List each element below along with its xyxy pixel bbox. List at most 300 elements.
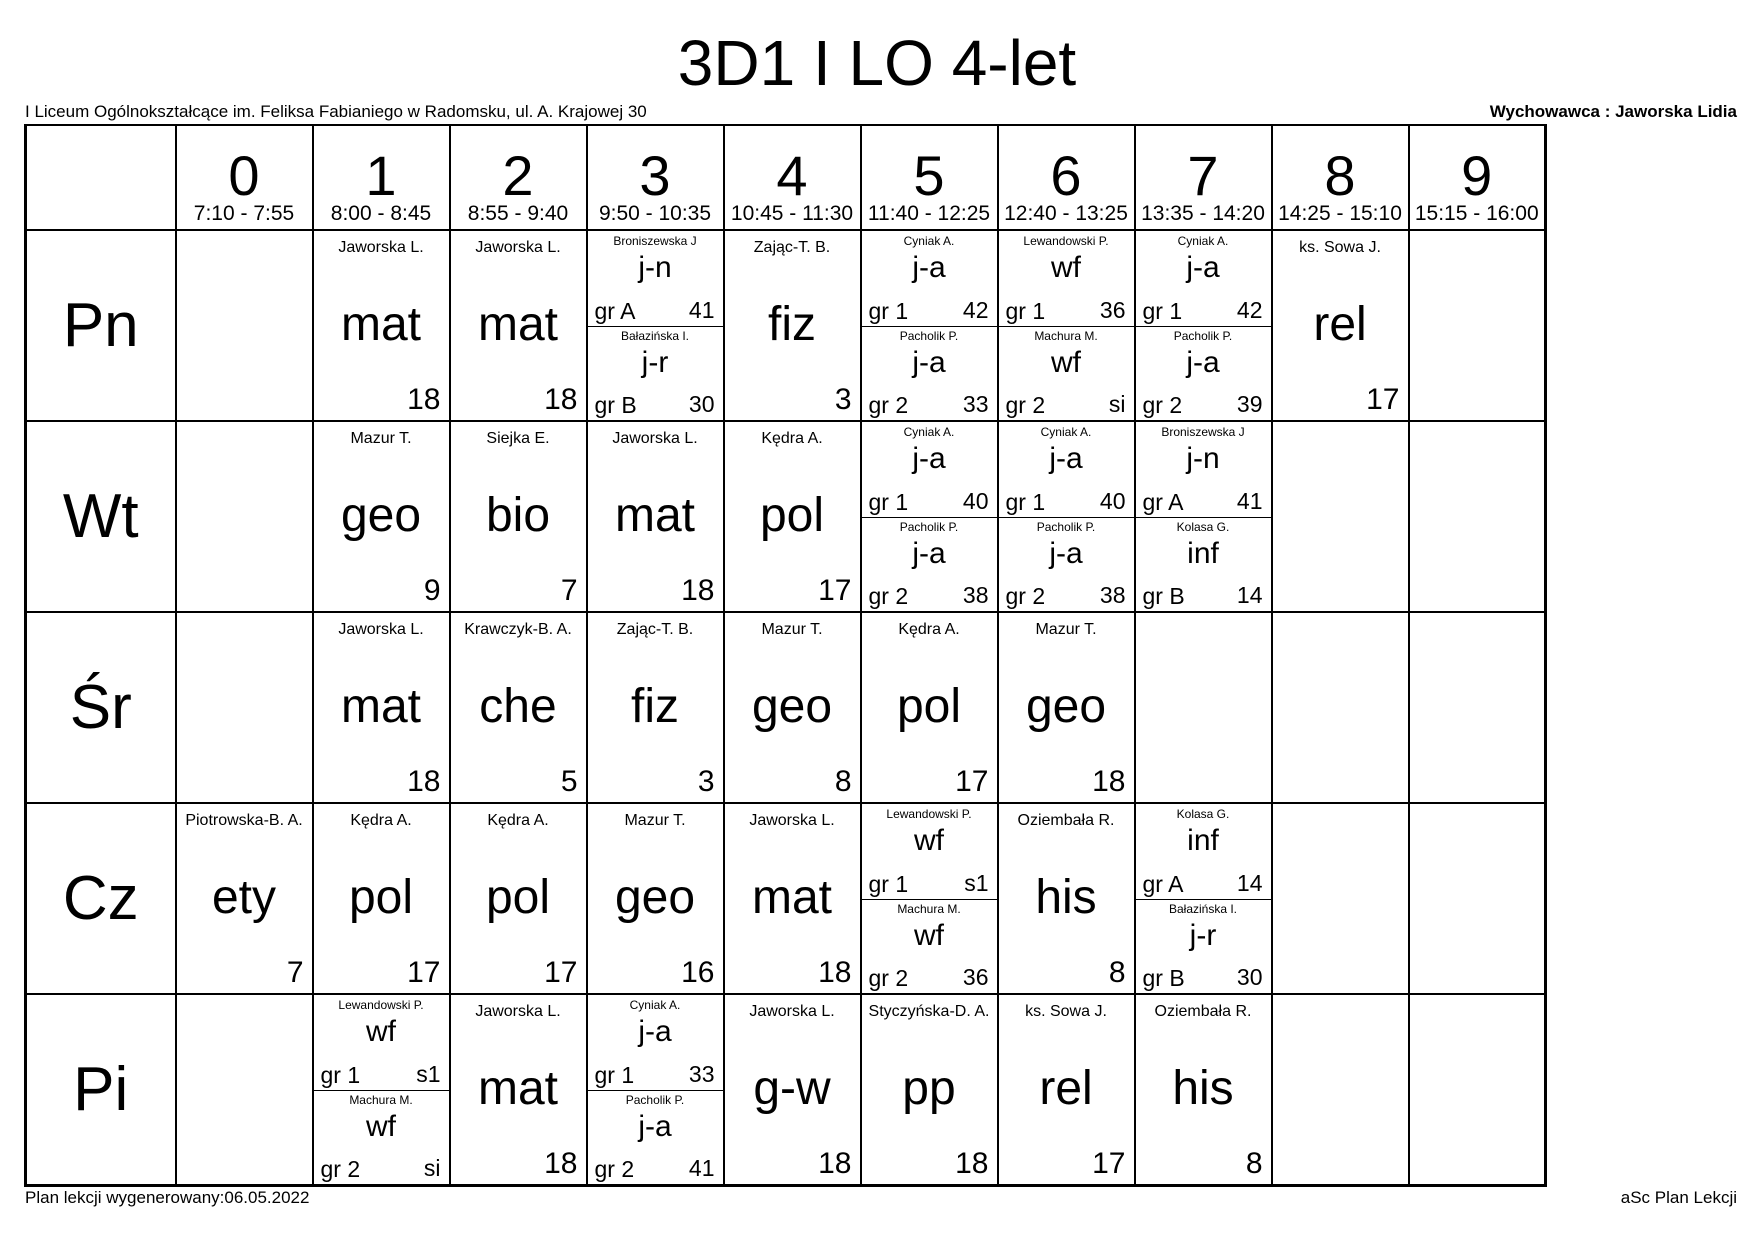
lesson-group: gr 1	[1005, 297, 1046, 324]
day-label: Pi	[73, 1055, 129, 1124]
single-lesson	[725, 231, 860, 420]
lesson-teacher: Lewandowski P.	[338, 998, 424, 1012]
lesson-room: s1	[964, 869, 989, 896]
group-lesson	[1136, 517, 1271, 612]
lesson-cell[interactable]	[587, 994, 724, 1186]
lesson-room: 33	[688, 1060, 715, 1087]
group-lesson	[588, 995, 723, 1091]
day-cell	[26, 421, 176, 612]
lesson-room: 7	[560, 574, 578, 607]
lesson-cell[interactable]	[1135, 994, 1272, 1186]
lesson-room: 18	[681, 574, 715, 607]
period-number: 3	[639, 144, 671, 207]
lesson-cell[interactable]	[313, 230, 450, 421]
lesson-cell[interactable]	[724, 421, 861, 612]
period-header-3	[587, 125, 724, 230]
lesson-cell[interactable]	[1272, 230, 1409, 421]
empty-slot	[1272, 421, 1409, 612]
period-time: 13:35 - 14:20	[1141, 202, 1265, 225]
lesson-room: 41	[688, 296, 715, 323]
lesson-cell[interactable]	[1135, 803, 1272, 994]
lesson-teacher: Styczyńska-D. A.	[868, 1003, 990, 1020]
lesson-cell[interactable]	[587, 612, 724, 803]
lesson-cell[interactable]	[587, 230, 724, 421]
lesson-teacher: Mazur T.	[350, 430, 412, 447]
lesson-room: 36	[962, 964, 989, 990]
lesson-subject: wf	[366, 1109, 396, 1143]
group-lesson	[862, 231, 997, 327]
lesson-teacher: Cyniak A.	[1040, 425, 1092, 439]
lesson-teacher: Mazur T.	[761, 621, 823, 638]
lesson-group: gr A	[594, 297, 636, 324]
single-lesson	[451, 422, 586, 611]
lesson-teacher: Cyniak A.	[629, 998, 681, 1012]
lesson-cell[interactable]	[861, 230, 998, 421]
lesson-teacher: Cyniak A.	[903, 234, 955, 248]
period-time: 9:50 - 10:35	[598, 202, 712, 225]
timetable-grid	[24, 124, 1547, 1187]
lesson-cell[interactable]	[724, 803, 861, 994]
lesson-room: 36	[1099, 296, 1126, 323]
lesson-subject: his	[1172, 1062, 1234, 1115]
lesson-room: 18	[955, 1147, 989, 1180]
group-lesson	[999, 517, 1134, 612]
lesson-room: 41	[688, 1155, 715, 1181]
lesson-teacher: Pacholik P.	[1036, 519, 1096, 534]
lesson-subject: fiz	[768, 298, 816, 351]
period-header-4	[724, 125, 861, 230]
lesson-room: 17	[955, 765, 989, 798]
group-lesson	[588, 326, 723, 421]
split-lesson	[588, 995, 723, 1184]
group-lesson	[999, 422, 1134, 518]
single-lesson	[999, 613, 1134, 802]
lesson-room: 14	[1236, 869, 1263, 896]
lesson-group: gr 2	[868, 583, 909, 609]
day-label: Wt	[62, 482, 139, 551]
lesson-subject: che	[479, 680, 557, 733]
lesson-subject: pol	[348, 871, 414, 924]
lesson-subject: j-a	[638, 1109, 672, 1143]
group-lesson	[862, 422, 997, 518]
lesson-room: 42	[962, 296, 989, 323]
split-lesson	[1136, 231, 1271, 420]
single-lesson	[314, 422, 449, 611]
split-lesson	[999, 422, 1134, 611]
empty-slot	[1272, 994, 1409, 1186]
day-cell	[26, 803, 176, 994]
group-lesson	[1136, 899, 1271, 994]
single-lesson	[725, 804, 860, 993]
lesson-subject: mat	[477, 298, 558, 351]
single-lesson	[314, 613, 449, 802]
lesson-teacher: Jaworska L.	[338, 239, 424, 256]
lesson-cell[interactable]	[450, 230, 587, 421]
lesson-cell[interactable]	[450, 994, 587, 1186]
lesson-subject: j-n	[1186, 442, 1220, 475]
lesson-group: gr 2	[868, 965, 909, 991]
split-lesson	[314, 995, 449, 1184]
lesson-subject: fiz	[631, 680, 679, 733]
lesson-room: 30	[1236, 964, 1263, 990]
lesson-cell[interactable]	[587, 803, 724, 994]
lesson-room: 16	[681, 956, 715, 989]
empty-slot	[176, 230, 313, 421]
lesson-teacher: Jaworska L.	[475, 1003, 561, 1020]
lesson-teacher: Pacholik P.	[625, 1092, 685, 1107]
split-lesson	[1136, 804, 1271, 993]
lesson-group: gr B	[1142, 965, 1185, 991]
lesson-cell[interactable]	[861, 803, 998, 994]
lesson-teacher: Piotrowska-B. A.	[185, 812, 303, 829]
period-time: 8:55 - 9:40	[467, 202, 569, 225]
day-label: Śr	[69, 673, 132, 742]
lesson-subject: j-n	[638, 251, 672, 284]
day-row	[26, 803, 1546, 994]
period-time: 15:15 - 16:00	[1414, 202, 1539, 225]
lesson-room: 8	[1245, 1147, 1263, 1180]
lesson-teacher: Pacholik P.	[1173, 328, 1233, 343]
single-lesson	[588, 613, 723, 802]
lesson-subject: geo	[751, 680, 833, 733]
lesson-subject: inf	[1187, 824, 1219, 857]
lesson-room: 18	[407, 383, 441, 416]
single-lesson	[1273, 231, 1408, 420]
lesson-subject: mat	[477, 1062, 558, 1115]
period-number: 1	[365, 144, 397, 207]
lesson-subject: pol	[485, 871, 551, 924]
lesson-room: 42	[1236, 296, 1263, 323]
lesson-group: gr A	[1142, 488, 1184, 515]
lesson-room: 17	[544, 956, 578, 989]
period-number: 5	[913, 144, 945, 207]
lesson-cell[interactable]	[861, 612, 998, 803]
day-label: Pn	[62, 291, 139, 360]
lesson-group: gr 1	[320, 1061, 361, 1088]
period-header-6	[998, 125, 1135, 230]
lesson-room: 40	[962, 487, 989, 514]
lesson-cell[interactable]	[313, 803, 450, 994]
single-lesson	[451, 995, 586, 1184]
lesson-room: 18	[1092, 765, 1126, 798]
lesson-teacher: Kolasa G.	[1176, 807, 1230, 821]
lesson-subject: mat	[340, 298, 421, 351]
empty-slot	[1135, 612, 1272, 803]
period-header-1	[313, 125, 450, 230]
lesson-cell[interactable]	[724, 230, 861, 421]
split-lesson	[999, 231, 1134, 420]
lesson-teacher: Kędra A.	[350, 812, 412, 829]
single-lesson	[725, 995, 860, 1184]
period-number: 7	[1187, 144, 1219, 207]
empty-slot	[176, 612, 313, 803]
lesson-subject: j-a	[1049, 536, 1083, 570]
group-lesson	[1136, 804, 1271, 900]
lesson-cell[interactable]	[450, 421, 587, 612]
period-number: 6	[1050, 144, 1082, 207]
lesson-room: 39	[1236, 391, 1263, 417]
lesson-teacher: Jaworska L.	[749, 812, 835, 829]
lesson-group: gr 2	[1005, 583, 1046, 609]
lesson-subject: j-a	[1049, 442, 1083, 475]
lesson-teacher: Pacholik P.	[899, 519, 959, 534]
school-name: I Liceum Ogólnokształcące im. Feliksa Fabianiego w Radomsku, ul. A. Krajowej 30	[25, 102, 647, 121]
lesson-teacher: Mazur T.	[624, 812, 686, 829]
lesson-subject: his	[1035, 871, 1097, 924]
corner-cell	[26, 125, 176, 230]
lesson-cell[interactable]	[998, 230, 1135, 421]
lesson-subject: j-a	[912, 251, 946, 284]
group-lesson	[862, 517, 997, 612]
period-header-2	[450, 125, 587, 230]
lesson-cell[interactable]	[724, 612, 861, 803]
lesson-cell[interactable]	[450, 612, 587, 803]
period-number: 2	[502, 144, 534, 207]
generated-date: Plan lekcji wygenerowany:06.05.2022	[25, 1188, 310, 1207]
single-lesson	[862, 995, 997, 1184]
lesson-group: gr 1	[594, 1061, 635, 1088]
empty-slot	[1272, 803, 1409, 994]
lesson-teacher: Pacholik P.	[899, 328, 959, 343]
lesson-subject: ety	[211, 871, 277, 924]
lesson-subject: rel	[1039, 1062, 1093, 1115]
single-lesson	[451, 231, 586, 420]
lesson-subject: pp	[902, 1062, 956, 1115]
single-lesson	[999, 804, 1134, 993]
single-lesson	[314, 231, 449, 420]
split-lesson	[862, 422, 997, 611]
split-lesson	[862, 231, 997, 420]
period-time: 10:45 - 11:30	[730, 202, 854, 225]
lesson-group: gr 1	[868, 488, 909, 515]
lesson-subject: g-w	[753, 1062, 831, 1115]
lesson-room: 7	[286, 956, 304, 989]
lesson-room: 30	[688, 391, 715, 417]
lesson-subject: wf	[366, 1015, 396, 1048]
lesson-room: 18	[544, 383, 578, 416]
empty-slot	[1409, 230, 1546, 421]
lesson-room: 40	[1099, 487, 1126, 514]
lesson-group: gr 1	[868, 297, 909, 324]
lesson-cell[interactable]	[587, 421, 724, 612]
empty-slot	[1409, 803, 1546, 994]
lesson-teacher: Jaworska L.	[475, 239, 561, 256]
day-row	[26, 421, 1546, 612]
group-lesson	[862, 326, 997, 421]
lesson-cell[interactable]	[724, 994, 861, 1186]
page-title: 3D1 I LO 4-let	[677, 27, 1077, 99]
lesson-room: 17	[1092, 1147, 1126, 1180]
lesson-teacher: Mazur T.	[1035, 621, 1097, 638]
empty-slot	[176, 994, 313, 1186]
lesson-room: 17	[1366, 383, 1400, 416]
lesson-subject: j-a	[912, 536, 946, 570]
lesson-group: gr 2	[320, 1156, 361, 1182]
lesson-cell[interactable]	[998, 994, 1135, 1186]
period-time: 11:40 - 12:25	[867, 202, 991, 225]
lesson-cell[interactable]	[313, 421, 450, 612]
period-time: 8:00 - 8:45	[330, 202, 432, 225]
lesson-teacher: Kędra A.	[761, 430, 823, 447]
day-label: Cz	[62, 864, 139, 933]
lesson-group: gr 1	[1005, 488, 1046, 515]
lesson-room: 18	[544, 1147, 578, 1180]
lesson-cell[interactable]	[998, 612, 1135, 803]
group-lesson	[314, 1090, 449, 1185]
lesson-teacher: Cyniak A.	[903, 425, 955, 439]
single-lesson	[862, 613, 997, 802]
lesson-cell[interactable]	[1135, 421, 1272, 612]
lesson-cell[interactable]	[176, 803, 313, 994]
lesson-room: 18	[818, 1147, 852, 1180]
day-row	[26, 230, 1546, 421]
lesson-room: 33	[962, 391, 989, 417]
lesson-room: 9	[423, 574, 441, 607]
period-time: 7:10 - 7:55	[193, 202, 295, 225]
lesson-room: 3	[834, 383, 852, 416]
lesson-group: gr 2	[594, 1156, 635, 1182]
lesson-teacher: Kędra A.	[487, 812, 549, 829]
lesson-room: 17	[407, 956, 441, 989]
lesson-cell[interactable]	[313, 994, 450, 1186]
single-lesson	[1136, 995, 1271, 1184]
lesson-teacher: Oziembała R.	[1154, 1003, 1252, 1020]
lesson-teacher: ks. Sowa J.	[1025, 1003, 1107, 1020]
lesson-group: gr 1	[1142, 297, 1183, 324]
period-header-7	[1135, 125, 1272, 230]
group-lesson	[862, 804, 997, 900]
lesson-subject: j-a	[912, 345, 946, 379]
lesson-cell[interactable]	[1135, 230, 1272, 421]
lesson-teacher: Lewandowski P.	[886, 807, 972, 821]
lesson-room: 38	[962, 582, 989, 608]
lesson-room: 3	[697, 765, 715, 798]
lesson-group: gr 2	[868, 392, 909, 418]
lesson-teacher: Siejka E.	[486, 430, 550, 447]
group-lesson	[999, 231, 1134, 327]
empty-slot	[1409, 994, 1546, 1186]
lesson-subject: j-r	[1189, 918, 1217, 952]
lesson-subject: geo	[340, 489, 422, 542]
lesson-teacher: Lewandowski P.	[1023, 234, 1109, 248]
lesson-room: 38	[1099, 582, 1126, 608]
lesson-teacher: Krawczyk-B. A.	[464, 621, 572, 638]
lesson-room: s1	[416, 1060, 441, 1087]
lesson-group: gr B	[1142, 583, 1185, 609]
single-lesson	[451, 804, 586, 993]
empty-slot	[1409, 421, 1546, 612]
lesson-subject: wf	[1051, 251, 1081, 284]
lesson-subject: pol	[759, 489, 825, 542]
split-lesson	[1136, 422, 1271, 611]
lesson-teacher: Zając-T. B.	[753, 239, 831, 256]
period-header-8	[1272, 125, 1409, 230]
lesson-cell[interactable]	[998, 421, 1135, 612]
lesson-teacher: Machura M.	[1034, 328, 1098, 343]
lesson-subject: wf	[1051, 345, 1081, 379]
lesson-cell[interactable]	[450, 803, 587, 994]
lesson-room: 8	[834, 765, 852, 798]
lesson-room: 8	[1108, 956, 1126, 989]
lesson-subject: bio	[485, 489, 551, 542]
lesson-cell[interactable]	[861, 994, 998, 1186]
lesson-teacher: Kolasa G.	[1176, 519, 1230, 534]
period-time: 12:40 - 13:25	[1004, 202, 1128, 225]
lesson-subject: geo	[614, 871, 696, 924]
day-row	[26, 612, 1546, 803]
lesson-subject: j-a	[1186, 251, 1220, 284]
lesson-subject: j-a	[912, 442, 946, 475]
generator-credit: aSc Plan Lekcji	[1620, 1188, 1737, 1207]
period-header-9	[1409, 125, 1546, 230]
lesson-group: gr B	[594, 392, 637, 418]
single-lesson	[314, 804, 449, 993]
lesson-teacher: Broniszewska J	[1161, 425, 1245, 439]
day-cell	[26, 230, 176, 421]
single-lesson	[725, 613, 860, 802]
day-cell	[26, 612, 176, 803]
lesson-room: 14	[1236, 582, 1263, 608]
lesson-subject: j-a	[1186, 345, 1220, 379]
lesson-teacher: Bałazińska I.	[620, 328, 690, 343]
split-lesson	[862, 804, 997, 993]
lesson-subject: geo	[1025, 680, 1107, 733]
lesson-room: 18	[818, 956, 852, 989]
single-lesson	[451, 613, 586, 802]
lesson-room: 41	[1236, 487, 1263, 514]
group-lesson	[1136, 326, 1271, 421]
lesson-teacher: Zając-T. B.	[616, 621, 694, 638]
period-number: 9	[1461, 144, 1493, 207]
single-lesson	[177, 804, 312, 993]
lesson-cell[interactable]	[313, 612, 450, 803]
group-lesson	[314, 995, 449, 1091]
lesson-subject: inf	[1187, 536, 1219, 570]
lesson-group: gr 1	[868, 870, 909, 897]
lesson-group: gr A	[1142, 870, 1184, 897]
lesson-room: si	[1108, 391, 1126, 417]
group-lesson	[999, 326, 1134, 421]
lesson-room: si	[423, 1155, 441, 1181]
group-lesson	[1136, 231, 1271, 327]
lesson-teacher: Bałazińska I.	[1168, 901, 1238, 916]
group-lesson	[1136, 422, 1271, 518]
lesson-subject: j-r	[641, 345, 669, 379]
period-header-0	[176, 125, 313, 230]
day-cell	[26, 994, 176, 1186]
period-time: 14:25 - 15:10	[1278, 202, 1402, 225]
lesson-cell[interactable]	[861, 421, 998, 612]
single-lesson	[588, 422, 723, 611]
single-lesson	[588, 804, 723, 993]
lesson-teacher: ks. Sowa J.	[1299, 239, 1381, 256]
lesson-subject: pol	[896, 680, 962, 733]
lesson-teacher: Oziembała R.	[1017, 812, 1115, 829]
period-header-5	[861, 125, 998, 230]
lesson-teacher: Jaworska L.	[338, 621, 424, 638]
lesson-teacher: Machura M.	[349, 1092, 413, 1107]
day-row	[26, 994, 1546, 1186]
lesson-room: 5	[560, 765, 578, 798]
period-number: 4	[776, 144, 808, 207]
split-lesson	[588, 231, 723, 420]
lesson-cell[interactable]	[998, 803, 1135, 994]
period-number: 0	[228, 144, 260, 207]
lesson-group: gr 2	[1005, 392, 1046, 418]
empty-slot	[1272, 612, 1409, 803]
lesson-subject: wf	[914, 824, 944, 857]
lesson-room: 17	[818, 574, 852, 607]
